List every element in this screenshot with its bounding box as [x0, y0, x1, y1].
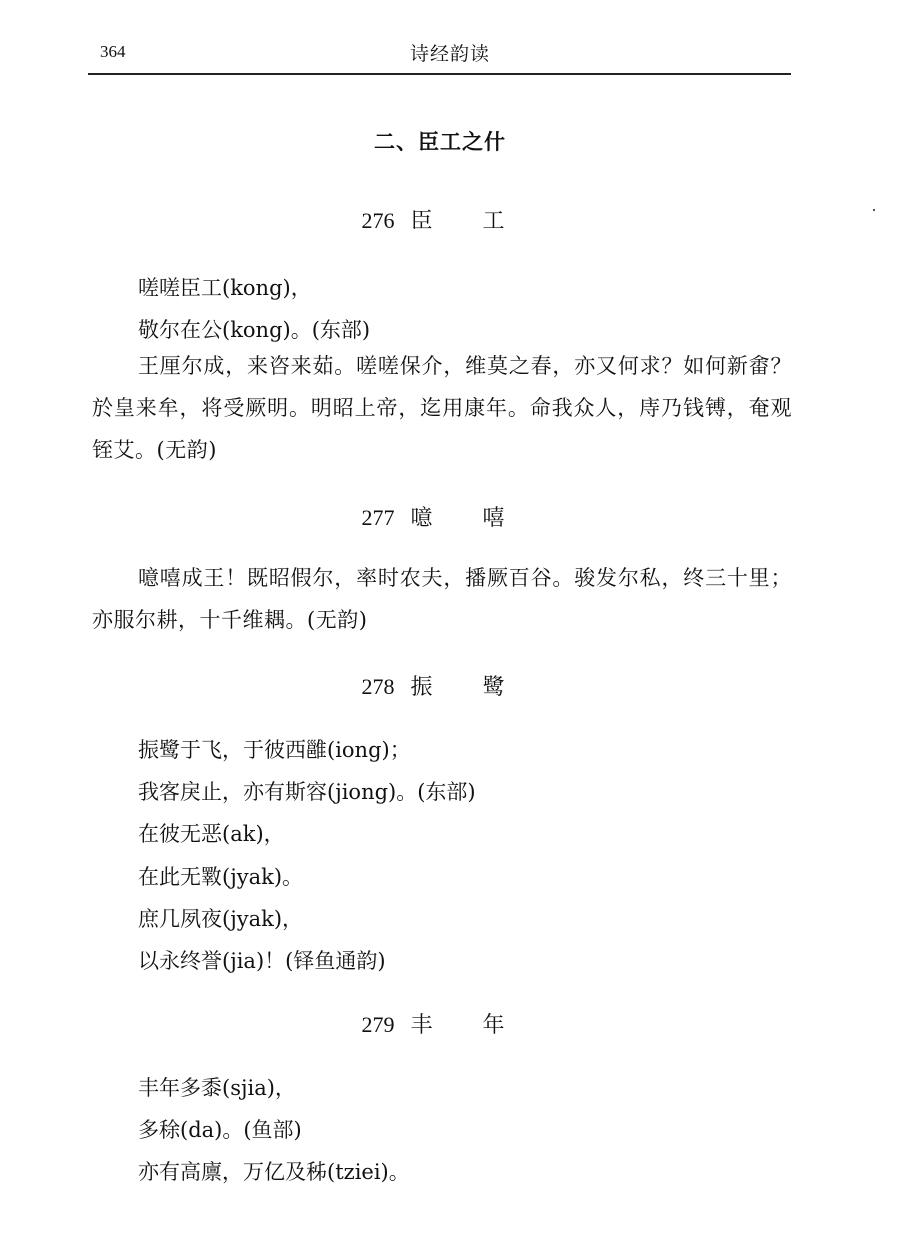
poem-name: 振 鹭 [410, 675, 519, 700]
running-title: 诗经韵读 [409, 43, 490, 65]
page-number: 364 [100, 42, 126, 61]
poem-line: 振鹭于飞，于彼西雝(iong)； [138, 738, 411, 762]
poem-line: 以永终誉(jia)！(铎鱼通韵) [138, 949, 386, 973]
poem-number: 279 [361, 1012, 395, 1037]
poem-line: 丰年多黍(sjia)， [138, 1076, 296, 1100]
poem-line: 在此无斁(jyak)。 [138, 865, 304, 889]
poem-line: 我客戾止，亦有斯容(jiong)。(东部) [138, 780, 476, 804]
poem-name: 臣 工 [410, 209, 519, 234]
poem-line: 亦有高廪，万亿及秭(tziei)。 [138, 1160, 410, 1184]
poem-title-278 [300, 670, 580, 701]
poem-title-277 [300, 501, 580, 532]
poem-number: 278 [361, 674, 395, 699]
poem-line: 嗟嗟臣工(kong)， [138, 276, 312, 300]
poem-number: 276 [361, 208, 395, 233]
poem-paragraph: 噫嘻成王！既昭假尔，率时农夫，播厥百谷。骏发尔私，终三十里；亦服尔耕，十千维耦。(无韵) [92, 566, 792, 632]
poem-title-279 [300, 1008, 580, 1039]
speck-mark [873, 209, 875, 211]
poem-paragraph: 王厘尔成，来咨来茹。嗟嗟保介，维莫之春，亦又何求？如何新畬？於皇来牟，将受厥明。明昭上帝，迄用康年。命我众人，庤乃钱镈，奄观铚艾。(无韵) [92, 354, 792, 462]
poem-line: 庶几夙夜(jyak)， [138, 907, 304, 931]
header-rule [88, 73, 791, 75]
poem-line: 在彼无恶(ak)， [138, 822, 285, 846]
poem-name: 噫 嘻 [410, 506, 519, 531]
poem-number: 277 [361, 505, 395, 530]
poem-line: 敬尔在公(kong)。(东部) [138, 318, 371, 342]
poem-name: 丰 年 [410, 1013, 519, 1038]
poem-line: 多稌(da)。(鱼部) [138, 1118, 302, 1142]
section-heading: 二、臣工之什 [374, 129, 506, 154]
poem-title-276 [300, 204, 580, 235]
